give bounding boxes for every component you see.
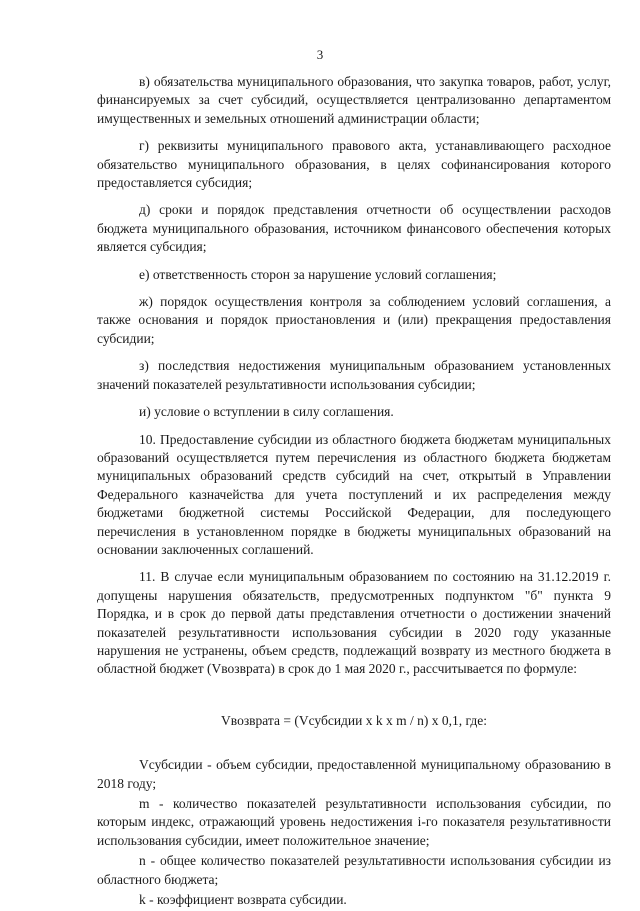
list-item: е) ответственность сторон за нарушение условий соглашения; bbox=[139, 266, 497, 282]
formula-definitions bbox=[97, 756, 611, 909]
list-item: з) последствия недостижения муниципальным образованием установленных значений показателей результативности использования субсидии; bbox=[97, 358, 611, 392]
definition-n: n - общее количество показателей результативности использования субсидии из областного бюджета; bbox=[97, 853, 611, 887]
list-item: д) сроки и порядок представления отчетности об осуществлении расходов бюджета муниципального образования, источником финансового обеспечения которых является субсидия; bbox=[97, 202, 611, 255]
page-number: 3 bbox=[316, 47, 324, 62]
paragraph-10: 10. Предоставление субсидии из областного бюджета бюджетам муниципальных образований осуществляется путем перечисления из областного бюджета бюджетам муниципальных образований средств субсидий на счет, открытый в Управлении Федерального казначейства для учета поступлений и их распределения между бюджетами бюджетной системы Российской Федерации, для последующего перечисления в установленном порядке в бюджеты муниципальных образований на основании заключенных соглашений. bbox=[97, 431, 611, 557]
definition-k: k - коэффициент возврата субсидии. bbox=[139, 892, 347, 908]
formula: Vвозврата = (Vсубсидии x k x m / n) x 0,1, где: bbox=[221, 712, 487, 728]
list-item: ж) порядок осуществления контроля за соблюдением условий соглашения, а также основания и порядок приостановления и (или) прекращения предоставления субсидии; bbox=[97, 294, 611, 346]
definition-v-subsidy: Vсубсидии - объем субсидии, предоставленной муниципальному образованию в 2018 году; bbox=[97, 757, 611, 791]
list-item: в) обязательства муниципального образования, что закупка товаров, работ, услуг, финансируемых за счет субсидий, осуществляется централизованно департаментом имущественных и земельных отношений администрации области; bbox=[97, 74, 611, 126]
list-item: г) реквизиты муниципального правового акта, устанавливающего расходное обязательство муниципального образования, в целях софинансирования которого предоставляется субсидия; bbox=[97, 138, 611, 191]
paragraph-11: 11. В случае если муниципальным образованием по состоянию на 31.12.2019 г. допущены нарушения обязательств, предусмотренных подпунктом "б" пункта 9 Порядка, и в срок до первой даты представления отчетности о достижении значений показателей результативности использования субсидии в 2020 году указанные нарушения не устранены, объем средств, подлежащий возврату из местного бюджета в областной бюджет (Vвозврата) в срок до 1 мая 2020 г., рассчитывается по формуле: bbox=[97, 569, 611, 677]
list-item: и) условие о вступлении в силу соглашения. bbox=[139, 404, 394, 420]
document-body bbox=[97, 73, 611, 911]
definition-m: m - количество показателей результативности использования субсидии, по которым индекс, отражающий уровень недостижения i-го показателя результативности использования субсидии, имеет положительное значение; bbox=[97, 796, 611, 848]
